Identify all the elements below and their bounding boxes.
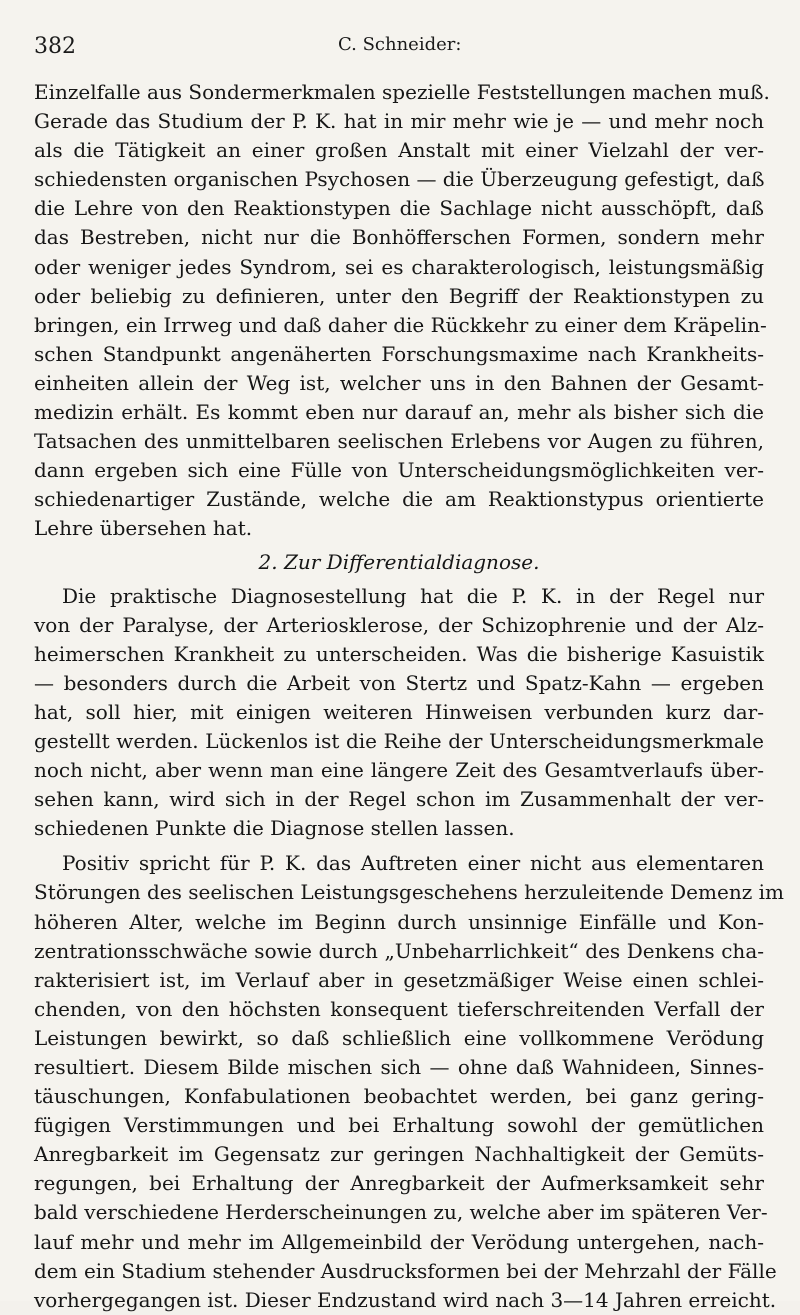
text-line: Tatsachen des unmittelbaren seelischen Erlebens vor Augen zu führen, <box>34 429 764 454</box>
text-line: rakterisiert ist, im Verlauf aber in gesetzmäßiger Weise einen schlei- <box>34 967 764 992</box>
text-line: Die praktische Diagnosestellung hat die P. K. in der Regel nur <box>62 583 764 608</box>
text-line: noch nicht, aber wenn man eine längere Zeit des Gesamtverlaufs über- <box>34 758 764 783</box>
text-line: fügigen Verstimmungen und bei Erhaltung sowohl der gemütlichen <box>34 1113 764 1138</box>
text-line: die Lehre von den Reaktionstypen die Sachlage nicht ausschöpft, daß <box>34 196 764 221</box>
text-line: oder weniger jedes Syndrom, sei es charakterologisch, leistungsmäßig <box>34 254 764 279</box>
text-line: täuschungen, Konfabulationen beobachtet werden, bei ganz gering- <box>34 1084 764 1109</box>
running-head: C. Schneider: <box>338 34 462 55</box>
text-line: schiedensten organischen Psychosen — die Überzeugung gefestigt, daß <box>34 167 765 192</box>
text-line: chenden, von den höchsten konsequent tieferschreitenden Verfall der <box>34 996 764 1021</box>
text-line: vorhergegangen ist. Dieser Endzustand wird nach 3—14 Jahren erreicht. <box>34 1287 777 1312</box>
text-line: Leistungen bewirkt, so daß schließlich eine vollkommene Verödung <box>34 1025 764 1050</box>
paragraph <box>34 582 764 844</box>
text-line: Einzelfalle aus Sondermerkmalen spezielle Feststellungen machen muß. <box>34 80 770 104</box>
text-line: einheiten allein der Weg ist, welcher uns in den Bahnen der Gesamt- <box>34 370 764 395</box>
section-heading: 2. Zur Differentialdiagnose. <box>258 549 540 574</box>
page-header <box>34 30 764 66</box>
text-line: dem ein Stadium stehender Ausdrucksformen bei der Mehrzahl der Fälle <box>34 1258 777 1283</box>
text-line: Anregbarkeit im Gegensatz zur geringen Nachhaltigkeit der Gemüts- <box>34 1142 764 1167</box>
text-line: höheren Alter, welche im Beginn durch unsinnige Einfälle und Kon- <box>34 909 764 934</box>
text-line: als die Tätigkeit an einer großen Anstalt mit einer Vielzahl der ver- <box>34 138 764 163</box>
text-line: Lehre übersehen hat. <box>34 516 253 541</box>
text-line: schen Standpunkt angenäherten Forschungsmaxime nach Krankheits- <box>34 341 764 366</box>
page-body <box>34 78 784 1315</box>
text-line: Störungen des seelischen Leistungsgeschehens herzuleitende Demenz im <box>34 880 784 905</box>
page-number: 382 <box>34 34 76 59</box>
text-line: medizin erhält. Es kommt eben nur darauf an, mehr als bisher sich die <box>34 400 764 425</box>
text-line: zentrationsschwäche sowie durch „Unbeharrlichkeit“ des Denkens cha- <box>34 938 764 963</box>
text-line: hat, soll hier, mit einigen weiteren Hinweisen verbunden kurz dar- <box>34 699 764 724</box>
text-line: lauf mehr und mehr im Allgemeinbild der Verödung untergehen, nach- <box>34 1229 764 1254</box>
text-line: das Bestreben, nicht nur die Bonhöfferschen Formen, sondern mehr <box>34 225 764 250</box>
text-line: heimerschen Krankheit zu unterscheiden. Was die bisherige Kasuistik <box>34 641 764 666</box>
text-line: schiedenartiger Zustände, welche die am Reaktionstypus orientierte <box>34 487 764 512</box>
paragraph <box>34 849 784 1315</box>
text-line: regungen, bei Erhaltung der Anregbarkeit der Aufmerksamkeit sehr <box>34 1171 764 1196</box>
text-line: gestellt werden. Lückenlos ist die Reihe der Unterscheidungsmerkmale <box>34 728 764 753</box>
text-line: — besonders durch die Arbeit von Stertz und Spatz-Kahn — ergeben <box>34 670 764 695</box>
text-line: dann ergeben sich eine Fülle von Unterscheidungsmöglichkeiten ver- <box>34 458 764 483</box>
text-line: von der Paralyse, der Arteriosklerose, der Schizophrenie und der Alz- <box>34 612 764 637</box>
text-line: bringen, ein Irrweg und daß daher die Rückkehr zu einer dem Kräpelin- <box>34 312 767 337</box>
text-line: oder beliebig zu definieren, unter den Begriff der Reaktionstypen zu <box>34 283 764 308</box>
text-line: sehen kann, wird sich in der Regel schon im Zusammenhalt der ver- <box>34 787 764 812</box>
text-line: bald verschiedene Herderscheinungen zu, welche aber im späteren Ver- <box>34 1200 768 1225</box>
text-line: resultiert. Diesem Bilde mischen sich — ohne daß Wahnideen, Sinnes- <box>34 1055 764 1079</box>
text-line: Gerade das Studium der P. K. hat in mir mehr wie je — und mehr noch <box>34 109 764 134</box>
paragraph <box>34 78 770 544</box>
text-line: Positiv spricht für P. K. das Auftreten einer nicht aus elementaren <box>62 851 764 876</box>
text-line: schiedenen Punkte die Diagnose stellen lassen. <box>34 816 515 841</box>
